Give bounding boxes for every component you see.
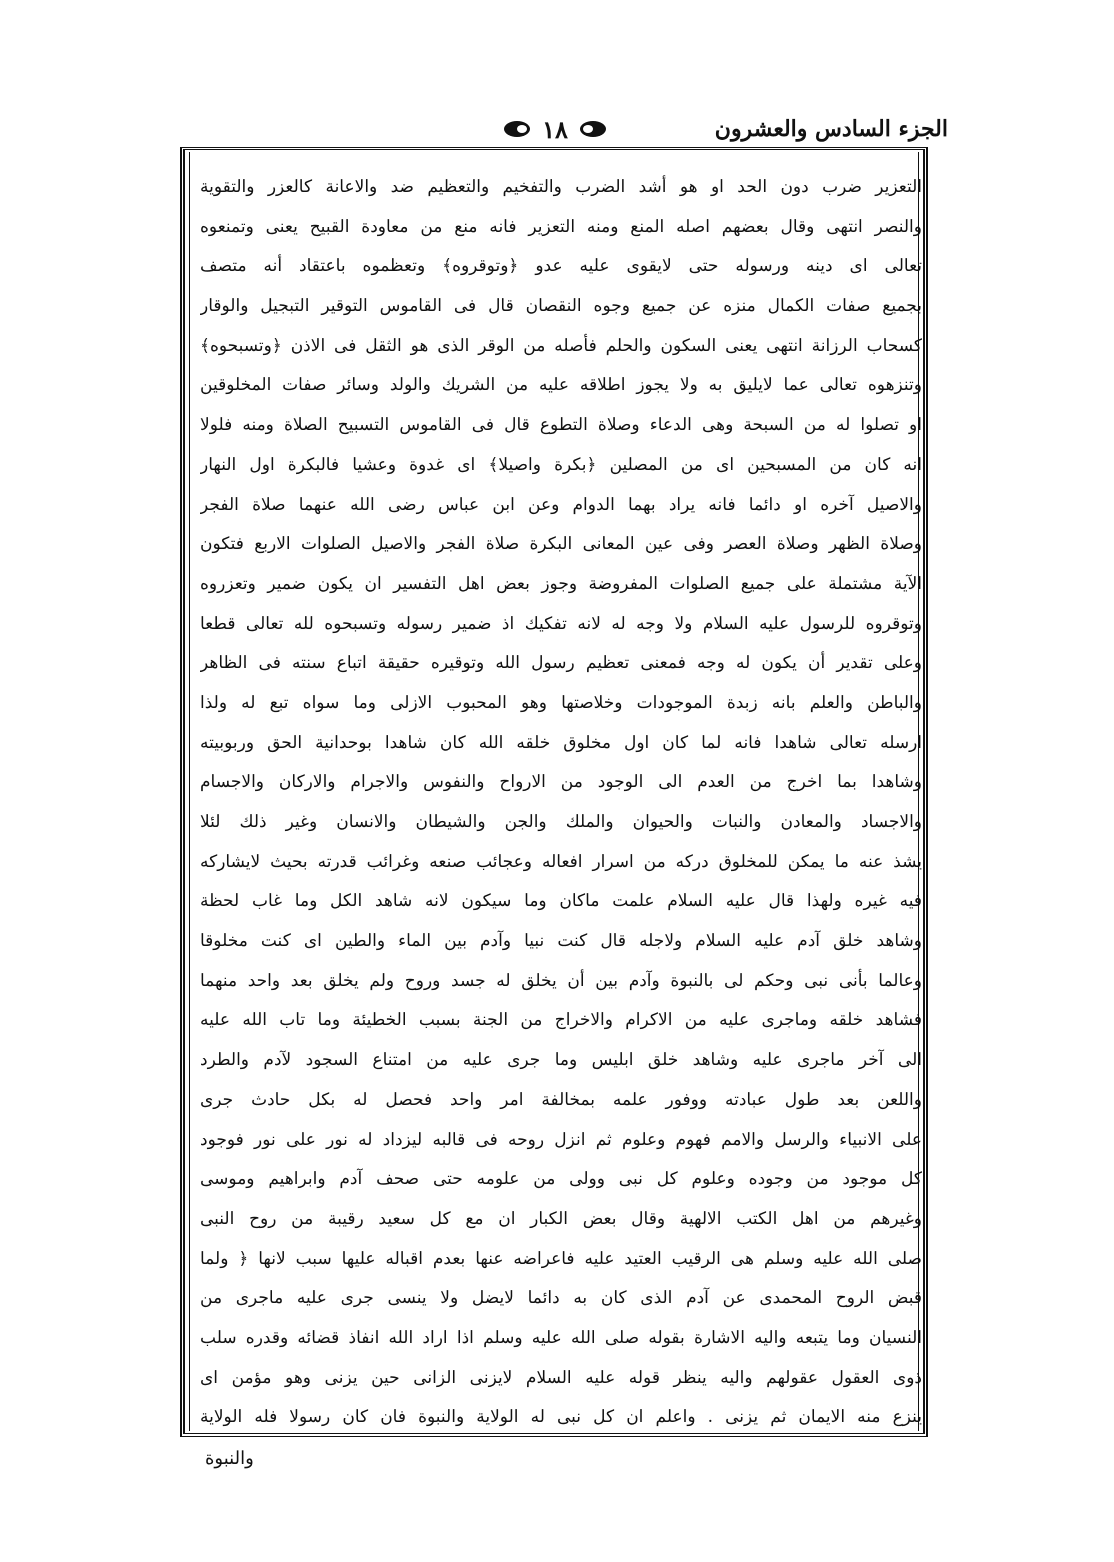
- text-line: يشذ عنه ما يمكن للمخلوق دركه من اسرار افعاله وعجائب صنعه وغرائب قدرته بحيث لايشاركه: [200, 851, 922, 872]
- page-header: [180, 110, 948, 150]
- text-line: والباطن والعلم بانه زبدة الموجودات وخلاصتها وهو المحبوب الازلى وما سواه تبع له ولذا: [200, 692, 922, 713]
- right-ornament-icon: [580, 121, 606, 137]
- text-line: وتوقروه للرسول عليه السلام ولا وجه له لانه تفكيك اذ ضمير رسوله وتسبحوه لله تعالى قطعا: [200, 613, 922, 634]
- text-line: انه كان من المسبحين اى من المصلين ﴿بكرة واصيلا﴾ اى غدوة وعشيا فالبكرة اول النهار: [200, 454, 922, 475]
- text-line: والنصر انتهى وقال بعضهم اصله المنع ومنه التعزير فانه منع من معاودة القبيح يعنى وتمنعوه: [200, 216, 922, 237]
- text-line: والاجساد والمعادن والنبات والحيوان والملك والجن والشيطان والانسان وغير ذلك لئلا: [200, 812, 922, 832]
- page-number: ١٨: [542, 114, 568, 144]
- running-title: الجزء السادس والعشرون: [714, 116, 948, 142]
- page-number-ornament: [500, 114, 610, 144]
- text-line: والاصيل آخره او دائما فانه يراد بهما الدوام وعن ابن عباس رضى الله عنهما صلاة الفجر: [200, 494, 922, 515]
- text-line: ذوى العقول عقولهم واليه ينظر قوله عليه السلام لايزنى الزانى حين يزنى وهو مؤمن اى: [200, 1367, 922, 1388]
- text-line: وعلى تقدير أن يكون له وجه فمعنى تعظيم رسول الله وتوقيره حقيقة اتباع سنته فى الظاهر: [200, 653, 922, 674]
- text-line: او تصلوا له من السبحة وهى الدعاء وصلاة التطوع قال فى القاموس التسبيح الصلاة ومنه فلولا: [200, 415, 922, 436]
- text-line: الآية مشتملة على جميع الصلوات المفروضة وجوز بعض اهل التفسير ان يكون ضمير وتعزروه: [200, 573, 922, 594]
- catchword: والنبوة: [205, 1448, 254, 1469]
- text-line: ارسله تعالى شاهدا فانه لما كان اول مخلوق خلقه الله كان شاهدا بوحدانية الحق وربوبيته: [200, 732, 922, 753]
- text-line: كسحاب الرزانة انتهى يعنى السكون والحلم فأصله من الوقر الذى هو الثقل فى الاذن ﴿وتسبحوه﴾: [200, 335, 922, 356]
- text-line: واللعن بعد طول عبادته ووفور علمه بمخالفة امر واحد فحصل له بكل حادث جرى: [200, 1089, 922, 1110]
- text-line: وغيرهم من اهل الكتب الالهية وقال بعض الكبار ان مع كل سعيد رقيبة من روح النبى: [200, 1208, 922, 1229]
- text-line: بجميع صفات الكمال منزه عن جميع وجوه النقصان قال فى القاموس التوقير التبجيل والوقار: [200, 296, 922, 317]
- text-line: صلى الله عليه وسلم هى الرقيب العتيد عليه فاعراضه عنها بعدم اقباله عليها سبب لانها ﴿ ولما: [200, 1248, 922, 1269]
- text-line: التعزير ضرب دون الحد او هو أشد الضرب والتفخيم والتعظيم ضد والاعانة كالعزر والتقوية: [200, 177, 922, 197]
- main-text: [200, 168, 922, 1438]
- text-line: النسيان وما يتبعه واليه الاشارة بقوله صلى الله عليه وسلم اذا اراد الله انفاذ قضائه وقدره سلب: [200, 1327, 922, 1348]
- text-line: فشاهد خلقه وماجرى عليه من الاكرام والاخراج من الجنة بسبب الخطيئة وما تاب الله عليه: [200, 1010, 922, 1031]
- text-line: وشاهدا بما اخرج من العدم الى الوجود من الارواح والنفوس والاجرام والاركان والاجسام: [200, 772, 922, 793]
- text-line: قبض الروح المحمدى عن آدم الذى كان به دائما لايضل ولا ينسى جرى عليه ماجرى من: [200, 1288, 922, 1309]
- text-line: تعالى اى دينه ورسوله حتى لايقوى عليه عدو ﴿وتوقروه﴾ وتعظموه باعتقاد أنه متصف: [200, 256, 922, 277]
- left-ornament-icon: [504, 121, 530, 137]
- text-line: وشاهد خلق آدم عليه السلام ولاجله قال كنت نبيا وآدم بين الماء والطين اى كنت مخلوقا: [200, 931, 922, 952]
- text-line: على الانبياء والرسل والامم فهوم وعلوم ثم انزل روحه فى قالبه ليزداد له نور على نور فوجود: [200, 1129, 922, 1150]
- text-line: وعالما بأنى نبى وحكم لى بالنبوة وآدم بين أن يخلق له جسد وروح ولم يخلق بعد واحد منهما: [200, 970, 922, 991]
- text-line: كل موجود من وجوده وعلوم كل نبى وولى من علومه حتى صحف آدم وابراهيم وموسى: [200, 1169, 922, 1190]
- text-line: وتنزهوه تعالى عما لايليق به ولا يجوز اطلاقه عليه من الشريك والولد وسائر صفات المخلوقين: [200, 375, 922, 396]
- text-line: الى آخر ماجرى عليه وشاهد خلق ابليس وما جرى عليه من امتناع السجود لآدم والطرد: [200, 1050, 922, 1071]
- text-line: فيه غيره ولهذا قال عليه السلام علمت ماكان وما سيكون لانه شاهد الكل وما غاب لحظة: [200, 891, 922, 912]
- text-line: وصلاة الظهر وصلاة العصر وفى عين المعانى البكرة صلاة الفجر والاصيل الصلوات الاربع فتكون: [200, 534, 922, 555]
- text-line: ينزع منه الايمان ثم يزنى . واعلم ان كل نبى له الولاية والنبوة فان كان رسولا فله الولاية: [200, 1407, 922, 1428]
